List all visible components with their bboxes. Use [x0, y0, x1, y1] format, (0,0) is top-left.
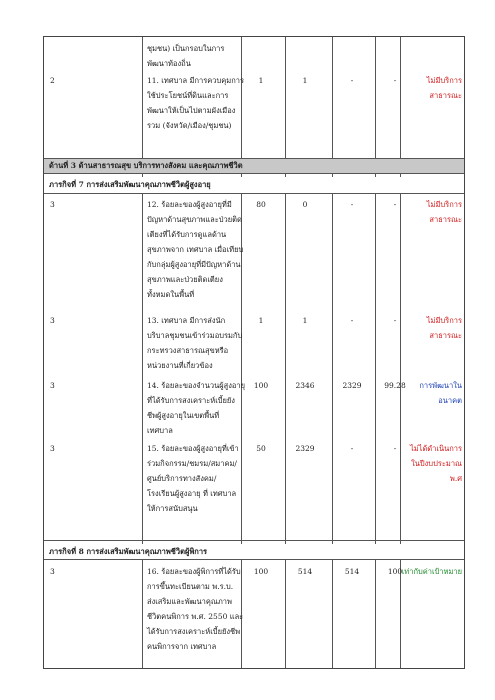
divider [44, 540, 464, 541]
target-value: 50 [256, 444, 266, 453]
value-4: 99.28 [384, 381, 406, 390]
result-status: ไม่มีบริการสาธารณะ [426, 200, 462, 224]
target-value: 1 [258, 316, 264, 325]
value-3: - [350, 444, 354, 453]
result-status: ไม่มีบริการสาธารณะ [426, 316, 462, 340]
result-status: การพัฒนาในอนาคต [419, 381, 462, 405]
indicator-text: 12. ร้อยละของผู้สูงอายุที่มี ปัญหาด้านสุขภาพและป่วยติด เตียงที่ได้รับการดูแลด้าน สุขภาพจาก เทศบาล เมื่อเทียบ กับกลุ่มผู้สูงอายุที่มีปัญหาด้าน สุขภาพและป่วยติดเตียง ทั้งหมดในพื้นที่ [147, 200, 244, 299]
divider [44, 193, 464, 194]
indicator-text: 11. เทศบาล มีการควบคุมการ ใช้ประโยชน์ที่ดินและการ พัฒนาให้เป็นไปตามผังเมือง รวม (จังหวัด/เมือง/ชุมชน) [147, 76, 244, 130]
value-4: - [393, 200, 397, 209]
result-status: ไม่ได้ดำเนินการ ในปีงบประมาณ พ.ศ [409, 444, 462, 483]
value-4: - [393, 444, 397, 453]
value-3: - [350, 76, 354, 85]
value-3: 2329 [342, 381, 362, 390]
target-value: 80 [256, 200, 266, 209]
mission-header-row [44, 177, 464, 193]
indicator-text: ชุมชน) เป็นกรอบในการ พัฒนาท้องถิ่น [147, 44, 225, 68]
value-2: 514 [297, 567, 313, 576]
indicator-text: 14. ร้อยละของจำนวนผู้สูงอายุ ที่ได้รับการสงเคราะห์เบี้ยยัง ชีพผู้สูงอายุในเขตพื้นที่ เทศบาล [147, 381, 245, 435]
target-value: 100 [253, 567, 269, 576]
mission-header-row [44, 544, 464, 559]
value-4: - [393, 76, 397, 85]
divider [44, 173, 464, 174]
value-2: 1 [302, 76, 308, 85]
value-2: 2329 [295, 444, 315, 453]
value-3: - [350, 200, 354, 209]
report-table [43, 36, 465, 669]
indicator-text: 15. ร้อยละของผู้สูงอายุที่เข้า ร่วมกิจกรรม/ชมรม/สมาคม/ ศูนย์บริการทางสังคม/ โรงเรียนผู้สูงอายุ ที่ เทศบาล ให้การสนับสนุน [147, 444, 239, 513]
section-header: ด้านที่ 3 ด้านสาธารณสุข บริการทางสังคม และคุณภาพชีวิต [44, 158, 464, 173]
value-2: 0 [302, 200, 308, 209]
target-value: 100 [253, 381, 269, 390]
row-number: 3 [50, 200, 55, 209]
result-status: ไม่มีบริการสาธารณะ [426, 76, 462, 100]
row-number: 3 [50, 381, 55, 390]
value-2: 2346 [295, 381, 315, 390]
value-2: 1 [302, 316, 308, 325]
result-status: เท่ากับค่าเป้าหมาย [401, 567, 462, 576]
divider [44, 559, 464, 560]
row-number: 3 [50, 444, 55, 453]
row-number: 3 [50, 567, 55, 576]
divider [44, 158, 464, 159]
value-3: 514 [344, 567, 360, 576]
value-4: - [393, 316, 397, 325]
indicator-text: 16. ร้อยละของผู้พิการที่ได้รับ การขึ้นทะเบียนตาม พ.ร.บ. ส่งเสริมและพัฒนาคุณภาพ ชีวิตคนพิการ พ.ศ. 2550 และ ได้รับการสงเคราะห์เบี้ยยังชีพ คนพิการจาก เทศบาล [147, 567, 244, 651]
column-divider [142, 37, 143, 668]
mission-title: ภารกิจที่ 7 การส่งเสริมพัฒนาคุณภาพชีวิตผู้สูงอายุ [49, 180, 211, 189]
target-value: 1 [258, 76, 264, 85]
value-4: 100 [387, 567, 403, 576]
indicator-text: 13. เทศบาล มีการส่งนัก บริบาลชุมชนเข้าร่วมอบรมกับ กระทรวงสาธารณสุขหรือ หน่วยงานที่เกี่ยวข้อง [147, 316, 243, 370]
value-3: - [350, 316, 354, 325]
row-number: 2 [50, 76, 55, 85]
mission-title: ภารกิจที่ 8 การส่งเสริมพัฒนาคุณภาพชีวิตผู้พิการ [49, 547, 208, 556]
row-number: 3 [50, 316, 55, 325]
